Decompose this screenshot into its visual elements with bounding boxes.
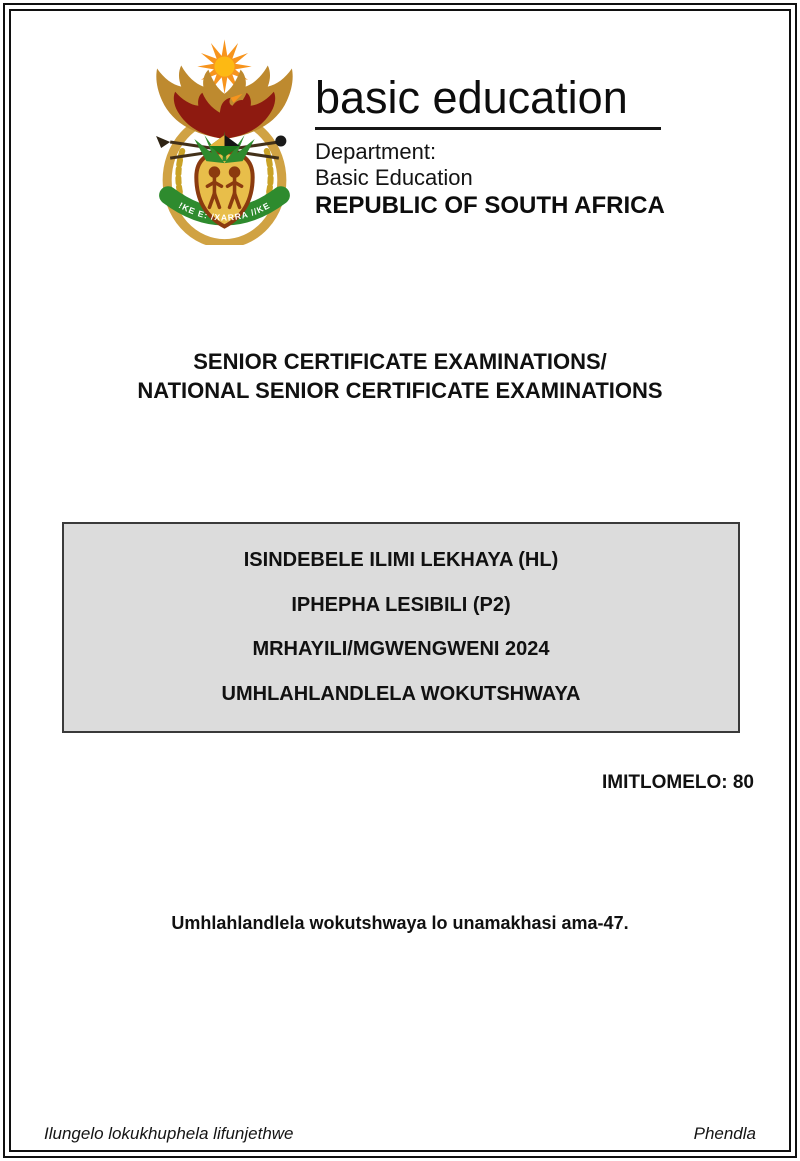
knobkerrie-knob	[275, 135, 286, 146]
footer	[44, 1124, 756, 1144]
turn-over-note: Phendla	[693, 1124, 756, 1143]
coat-of-arms-icon	[142, 38, 308, 245]
page-count-note: Umhlahlandlela wokutshwaya lo unamakhasi ama-47.	[171, 913, 629, 933]
document-type: UMHLAHLANDLELA WOKUTSHWAYA	[221, 682, 581, 705]
wordmark-rule	[315, 127, 661, 130]
subject-box	[62, 522, 740, 733]
country-name: REPUBLIC OF SOUTH AFRICA	[315, 192, 665, 219]
spear-head	[156, 136, 170, 148]
department-label: Department:	[315, 139, 437, 164]
subject-name: ISINDEBELE ILIMI LEKHAYA (HL)	[243, 549, 559, 572]
exam-session: MRHAYILI/MGWENGWENI 2024	[252, 638, 550, 661]
exam-title-line1: SENIOR CERTIFICATE EXAMINATIONS/	[193, 349, 607, 374]
wordmark: basic education	[315, 72, 628, 123]
exam-title-line2: NATIONAL SENIOR CERTIFICATE EXAMINATIONS	[137, 378, 663, 403]
motto-text: !KE E: /XARRA //KE	[177, 200, 272, 223]
department-brand-block	[315, 72, 705, 219]
department-name: Basic Education	[315, 165, 473, 190]
sun-core	[214, 56, 234, 76]
paper-number: IPHEPHA LESIBILI (P2)	[291, 593, 511, 616]
exam-title	[0, 347, 800, 405]
marks-total: IMITLOMELO: 80	[602, 772, 754, 793]
copyright-note: Ilungelo lokukhuphela lifunjethwe	[44, 1124, 294, 1143]
